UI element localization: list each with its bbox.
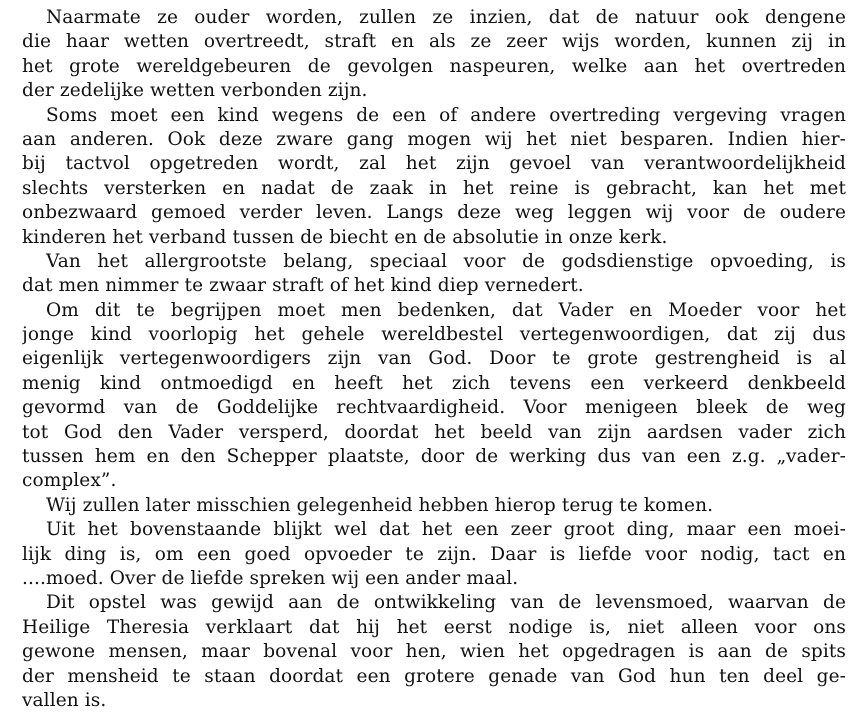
text-line: vallen is. xyxy=(22,689,107,711)
text-line: Wij zullen later misschien gelegenheid hebben hierop terug te komen. xyxy=(46,494,714,516)
paragraph xyxy=(22,299,846,494)
text-line: tot God den Vader versperd, doordat het beeld van zijn aardsen vader zich xyxy=(22,421,846,443)
text-line: het grote wereldgebeuren de gevolgen naspeuren, welke aan het overtreden xyxy=(22,55,846,77)
text-line: onbezwaard gemoed verder leven. Langs deze weg leggen wij voor de oudere xyxy=(22,202,846,224)
text-line: gevormd van de Goddelijke rechtvaardigheid. Voor menigeen bleek de weg xyxy=(22,397,846,419)
text-line: eigenlijk vertegenwoordigers zijn van God. Door te grote gestrengheid is al xyxy=(22,348,846,370)
text-line: der zedelijke wetten verbonden zijn. xyxy=(22,80,368,102)
text-line: Naarmate ze ouder worden, zullen ze inzien, dat de natuur ook dengene xyxy=(46,7,846,28)
text-line: Soms moet een kind wegens de een of andere overtreding vergeving vragen xyxy=(46,104,846,126)
text-line: der mensheid te staan doordat een grotere genade van God hun ten deel ge- xyxy=(22,665,846,687)
paragraph xyxy=(22,591,846,713)
text-line: bij tactvol opgetreden wordt, zal het zijn gevoel van verantwoordelijkheid xyxy=(22,153,846,175)
text-line: Dit opstel was gewijd aan de ontwikkeling van de levensmoed, waarvan de xyxy=(46,592,846,614)
text-line: die haar wetten overtreedt, straft en als ze zeer wijs worden, kunnen zij in xyxy=(22,31,846,53)
text-line: lijk ding is, om een goed opvoeder te zijn. Daar is liefde voor nodig, tact en xyxy=(22,543,846,565)
text-line: slechts versterken en nadat de zaak in het reine is gebracht, kan het met xyxy=(22,177,846,199)
text-line: Om dit te begrijpen moet men bedenken, dat Vader en Moeder voor het xyxy=(46,299,846,321)
text-line: menig kind ontmoedigd en heeft het zich tevens een verkeerd denkbeeld xyxy=(22,372,846,394)
text-line: Uit het bovenstaande blijkt wel dat het een zeer groot ding, maar een moei- xyxy=(46,519,846,541)
text-line: aan anderen. Ook deze zware gang mogen wij het niet besparen. Indien hier- xyxy=(22,128,846,150)
text-line: ....moed. Over de liefde spreken wij een ander maal. xyxy=(22,567,519,589)
text-line: dat men nimmer te zwaar straft of het kind diep vernedert. xyxy=(22,275,584,297)
text-line: Van het allergrootste belang, speciaal voor de godsdienstige opvoeding, is xyxy=(46,250,846,272)
text-line: jonge kind voorlopig het gehele wereldbestel vertegenwoordigen, dat zij dus xyxy=(22,324,846,346)
text-line: tussen hem en den Schepper plaatste, door de werking dus van een z.g. „vader- xyxy=(22,446,846,468)
paragraph xyxy=(22,104,846,250)
paragraph xyxy=(22,494,846,518)
text-line: complex”. xyxy=(22,470,117,492)
text-line: Heilige Theresia verklaart dat hij het eerst nodige is, niet alleen voor ons xyxy=(22,616,846,638)
text-line: gewone mensen, maar bovenal voor hen, wien het opgedragen is aan de spits xyxy=(22,641,846,663)
paragraph xyxy=(22,6,846,104)
paragraph xyxy=(22,518,846,591)
text-line: kinderen het verband tussen de biecht en de absolutie in onze kerk. xyxy=(22,226,668,248)
paragraph xyxy=(22,250,846,299)
